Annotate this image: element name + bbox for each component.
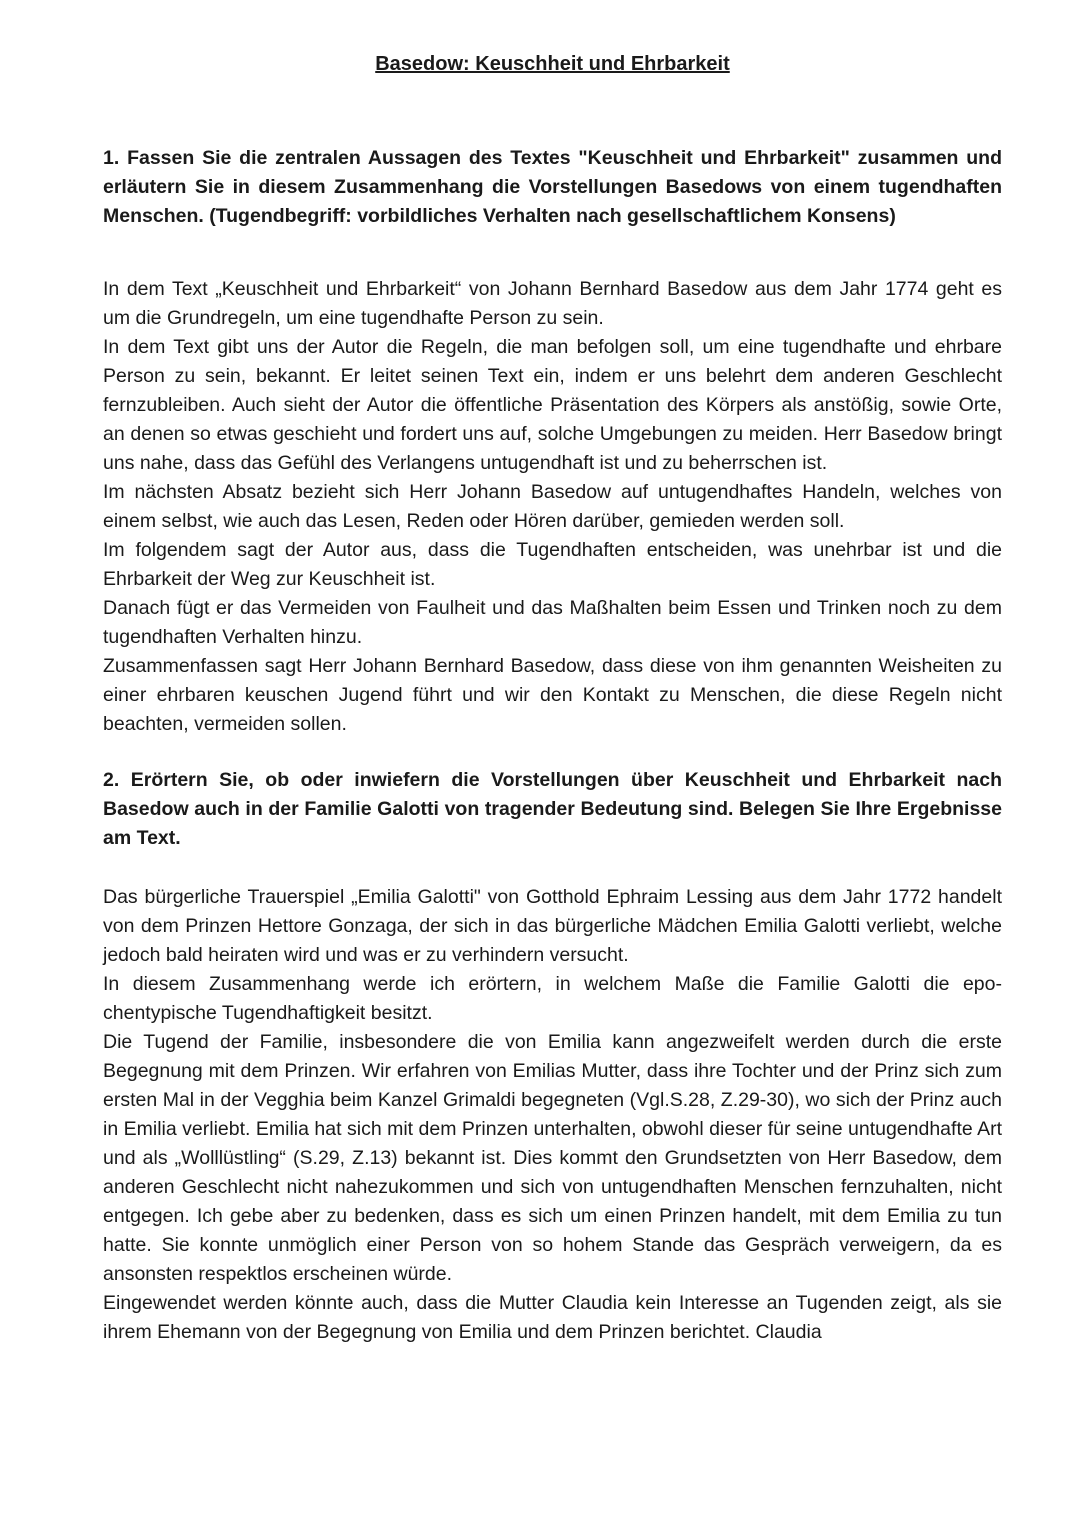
answer-2-paragraph: Eingewendet werden könnte auch, dass die Mutter Claudia kein Interesse an Tugenden zeigt, als sie ihrem Ehemann von der Begegnung von Emilia und dem Prinzen berichtet. Claudia [103, 1292, 1002, 1343]
answer-1-paragraph: In dem Text „Keuschheit und Ehrbarkeit“ von Johann Bernhard Basedow aus dem Jahr 1774 geht es um die Grundregeln, um eine tugendhafte Person zu sein. [103, 278, 1002, 329]
answer-2 [103, 883, 1002, 1347]
answer-1-paragraph: Im folgendem sagt der Autor aus, dass die Tugendhaften entscheiden, was unehrbar ist und die Ehrbarkeit der Weg zur Keuschheit ist. [103, 539, 1002, 590]
question-1: 1. Fassen Sie die zentralen Aussagen des Textes "Keuschheit und Ehrbarkeit" zusammen und erläutern Sie in diesem Zusammenhang die Vorstellungen Basedows von einem tugendhaften Menschen. (Tugendbegriff: vorbildliches Verhalten nach gesellschaftlichem Konsens) [103, 147, 1002, 227]
question-2: 2. Erörtern Sie, ob oder inwiefern die Vorstellungen über Keuschheit und Ehrbarkeit nach Basedow auch in der Familie Galotti von tragender Bedeutung sind. Belegen Sie Ihre Ergebnisse am Text. [103, 769, 1002, 849]
answer-1-paragraph: Im nächsten Absatz bezieht sich Herr Johann Basedow auf untugendhaftes Handeln, welches von einem selbst, wie auch das Lesen, Reden oder Hören darüber, gemieden werden soll. [103, 481, 1002, 532]
answer-1-paragraph: Danach fügt er das Vermeiden von Faulheit und das Maßhalten beim Essen und Trinken noch zu dem tugendhaften Verhalten hinzu. [103, 597, 1002, 648]
answer-2-paragraph: Die Tugend der Familie, insbesondere die von Emilia kann angezweifelt werden durch die erste Begegnung mit dem Prinzen. Wir erfahren von Emilias Mutter, dass ihre Tochter und der Prinz sich zum ersten Mal in der Vegghia beim Kanzel Grimaldi begegneten (Vgl.S.28, Z.29-30), wo sich der Prinz auch in Emilia verliebt. Emilia hat sich mit dem Prinzen unterhalten, obwohl dieser für seine untugendhafte Art und als „Wolllüstling“ (S.29, Z.13) bekannt ist. Dies kommt den Grundsetzten von Herr Basedow, dem anderen Geschlecht nicht nahezukommen und sich von untugendhaften Menschen fernzuhalten, nicht entgegen. Ich gebe aber zu bedenken, dass es sich um einen Prinzen handelt, mit dem Emilia zu tun hatte. Sie konnte unmöglich einer Person von so hohem Stande das Gespräch verweigern, da es ansonsten respektlos erscheinen würde. [103, 1031, 1002, 1285]
document-page [103, 50, 1002, 1347]
answer-1-paragraph: In dem Text gibt uns der Autor die Regeln, die man befolgen soll, um eine tugendhafte und ehrbare Person zu sein, bekannt. Er leitet seinen Text ein, indem er uns belehrt dem anderen Geschlecht fernzubleiben. Auch sieht der Autor die öffentliche Präsentation des Körpers als anstößig, sowie Orte, an denen so etwas geschieht und fordert uns auf, solche Umgebungen zu meiden. Herr Basedow bringt uns nahe, dass das Gefühl des Verlangens untugendhaft ist und zu beherrschen ist. [103, 336, 1002, 474]
answer-1 [103, 275, 1002, 739]
answer-2-paragraph: Das bürgerliche Trauerspiel „Emilia Galotti" von Gotthold Ephraim Lessing aus dem Jahr 1772 handelt von dem Prinzen Hettore Gonzaga, der sich in das bürgerliche Mädchen Emilia Galotti verliebt, welche jedoch bald heiraten wird und was er zu verhindern versucht. [103, 886, 1002, 966]
answer-1-paragraph: Zusammenfassen sagt Herr Johann Bernhard Basedow, dass diese von ihm genannten Weisheiten zu einer ehrbaren keuschen Jugend führt und wir den Kontakt zu Menschen, die diese Regeln nicht beachten, vermeiden sollen. [103, 655, 1002, 735]
document-title: Basedow: Keuschheit und Ehrbarkeit [375, 53, 730, 75]
answer-2-paragraph: In diesem Zusammenhang werde ich erörtern, in welchem Maße die Familie Galotti die epochentypische Tugendhaftigkeit besitzt. [103, 973, 1002, 1024]
